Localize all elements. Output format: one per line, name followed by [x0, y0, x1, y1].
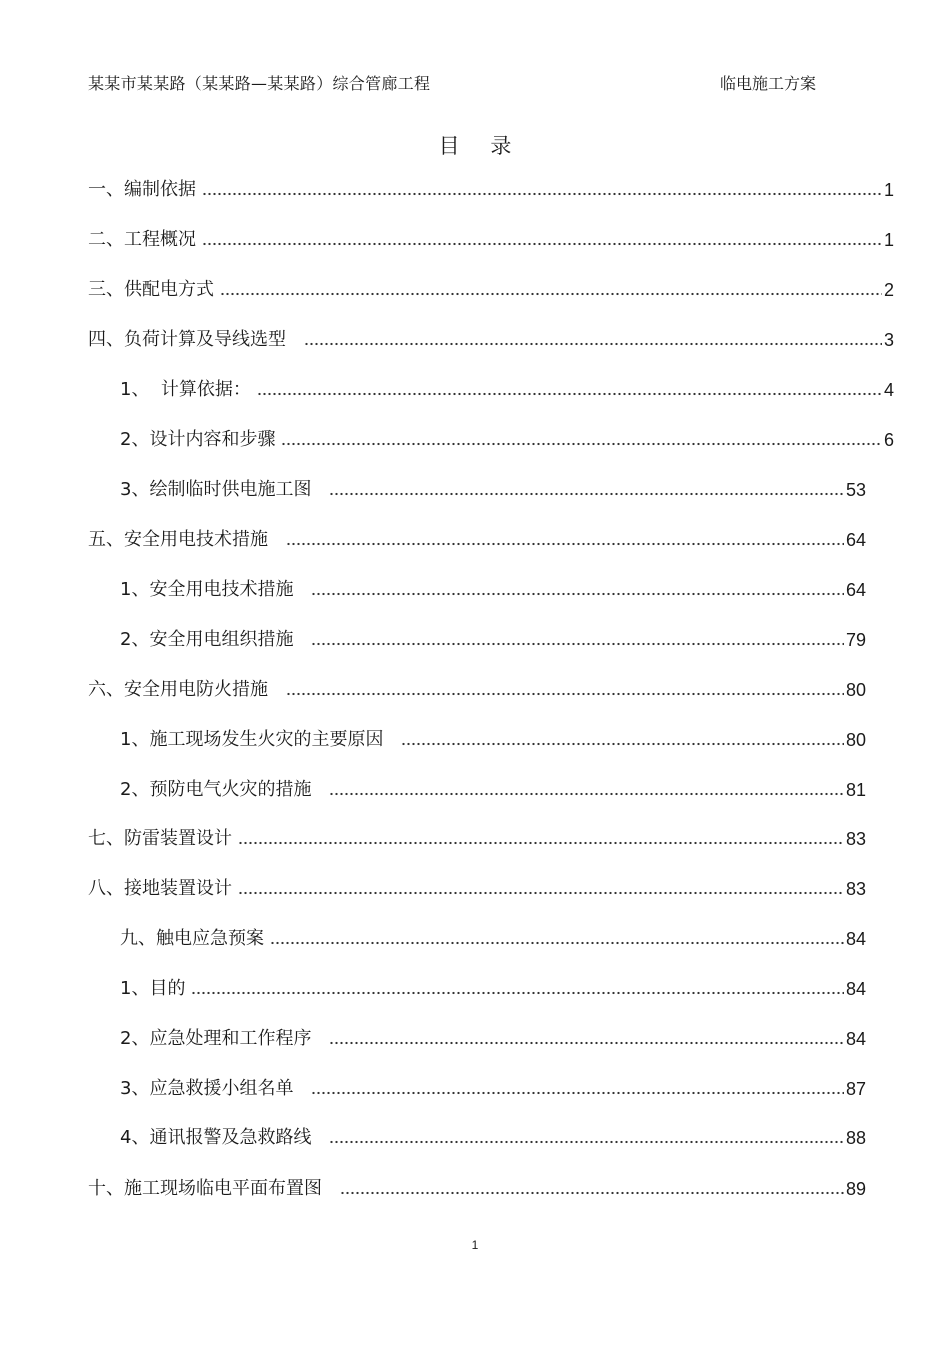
toc-entry-label: 五、安全用电技术措施 — [88, 529, 268, 550]
toc-entry-label: 九、触电应急预案 — [120, 928, 264, 949]
toc-entry-label: 四、负荷计算及导线选型 — [88, 329, 286, 350]
toc-entry[interactable] — [120, 777, 866, 801]
toc-entry[interactable] — [88, 327, 894, 351]
toc-entry[interactable] — [88, 277, 894, 301]
dot-leader — [202, 192, 882, 196]
toc-entry[interactable] — [88, 177, 894, 201]
header-project-name: 某某市某某路（某某路—某某路）综合管廊工程 — [88, 74, 431, 93]
dot-leader — [329, 792, 844, 796]
header-document-type: 临电施工方案 — [720, 74, 817, 93]
dot-leader — [340, 1191, 844, 1195]
toc-entry-label: 二、工程概况 — [88, 229, 196, 250]
toc-entry-page: 84 — [845, 929, 866, 949]
toc-entry-label: 三、供配电方式 — [88, 279, 214, 300]
toc-entry-label: 4、通讯报警及急救路线 — [120, 1127, 312, 1148]
toc-entry-page: 83 — [845, 829, 866, 849]
dot-leader — [311, 642, 844, 646]
dot-leader — [304, 342, 882, 346]
toc-entry-page: 53 — [845, 480, 866, 500]
toc-entry-page: 88 — [845, 1128, 866, 1148]
toc-entry-label: 2、预防电气火灾的措施 — [120, 779, 312, 800]
toc-entry-label: 1、施工现场发生火灾的主要原因 — [120, 729, 384, 750]
toc-entry-page: 84 — [845, 1029, 866, 1049]
toc-entry[interactable] — [88, 876, 866, 900]
dot-leader — [311, 592, 844, 596]
toc-entry-page: 64 — [845, 580, 866, 600]
dot-leader — [329, 492, 844, 496]
toc-entry-page: 80 — [845, 730, 866, 750]
dot-leader — [202, 242, 882, 246]
toc-entry-label: 八、接地装置设计 — [88, 878, 232, 899]
dot-leader — [191, 991, 844, 995]
toc-entry-page: 6 — [883, 430, 894, 450]
toc-entry-page: 89 — [845, 1179, 866, 1199]
toc-entry-page: 64 — [845, 530, 866, 550]
dot-leader — [238, 891, 844, 895]
toc-entry[interactable] — [120, 976, 866, 1000]
dot-leader — [401, 742, 844, 746]
toc-entry-label: 十、施工现场临电平面布置图 — [88, 1178, 322, 1199]
toc-entry[interactable] — [88, 677, 866, 701]
toc-entry[interactable] — [120, 377, 894, 401]
toc-entry[interactable] — [120, 627, 866, 651]
toc-entry-label: 3、绘制临时供电施工图 — [120, 479, 312, 500]
toc-entry-label: 六、安全用电防火措施 — [88, 679, 268, 700]
dot-leader — [238, 841, 844, 845]
toc-entry-page: 84 — [845, 979, 866, 999]
toc-entry[interactable] — [88, 227, 894, 251]
toc-entry[interactable] — [120, 577, 866, 601]
toc-entry-page: 2 — [883, 280, 894, 300]
toc-entry-page: 83 — [845, 879, 866, 899]
toc-entry-page: 79 — [845, 630, 866, 650]
page-number: 1 — [471, 1238, 479, 1252]
toc-entry-label: 2、设计内容和步骤 — [120, 429, 276, 450]
toc-entry-label: 2、应急处理和工作程序 — [120, 1028, 312, 1049]
dot-leader — [281, 442, 882, 446]
dot-leader — [286, 692, 844, 696]
toc-entry-page: 87 — [845, 1079, 866, 1099]
toc-title: 目 录 — [438, 134, 524, 158]
dot-leader — [270, 941, 844, 945]
toc-entry[interactable] — [120, 727, 866, 751]
toc-entry[interactable] — [88, 527, 866, 551]
toc-entry-label: 1、安全用电技术措施 — [120, 579, 294, 600]
toc-entry[interactable] — [88, 1176, 866, 1200]
toc-entry-label: 七、防雷装置设计 — [88, 828, 232, 849]
toc-entry[interactable] — [120, 926, 866, 950]
toc-entry-label: 3、应急救援小组名单 — [120, 1078, 294, 1099]
toc-entry-label: 1、 计算依据： — [120, 379, 251, 400]
toc-entry[interactable] — [120, 1026, 866, 1050]
toc-entry[interactable] — [88, 826, 866, 850]
toc-entry[interactable] — [120, 427, 894, 451]
toc-entry-page: 1 — [883, 230, 894, 250]
toc-entry-page: 4 — [883, 380, 894, 400]
toc-entry[interactable] — [120, 477, 866, 501]
toc-entry-label: 2、安全用电组织措施 — [120, 629, 294, 650]
dot-leader — [311, 1091, 844, 1095]
dot-leader — [329, 1140, 844, 1144]
toc-entry[interactable] — [120, 1076, 866, 1100]
toc-entry-label: 1、目的 — [120, 978, 186, 999]
toc-entry-page: 80 — [845, 680, 866, 700]
toc-entry-label: 一、编制依据 — [88, 179, 196, 200]
dot-leader — [286, 542, 844, 546]
dot-leader — [220, 292, 882, 296]
toc-entry-page: 3 — [883, 330, 894, 350]
toc-entry-page: 1 — [883, 180, 894, 200]
dot-leader — [257, 392, 882, 396]
toc-entry-page: 81 — [845, 780, 866, 800]
dot-leader — [329, 1041, 844, 1045]
toc-entry[interactable] — [120, 1125, 866, 1149]
